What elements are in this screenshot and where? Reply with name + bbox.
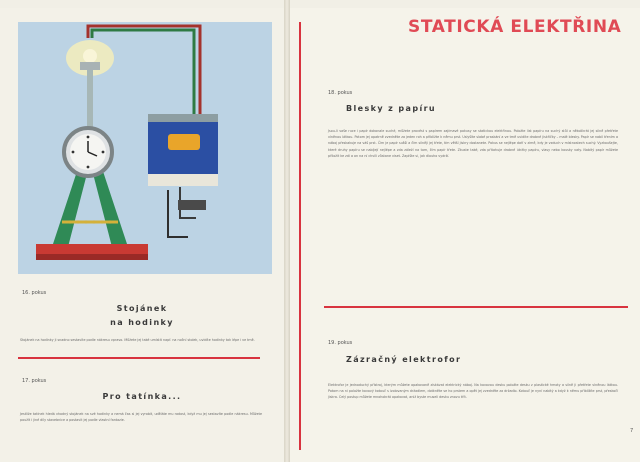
section-16-number: 16. pokus xyxy=(22,290,47,296)
page-number: 7 xyxy=(630,428,634,434)
section-17-number: 17. pokus xyxy=(22,378,47,384)
section-17-title: Pro tatínka... xyxy=(102,392,182,401)
clock-stand-illustration xyxy=(18,22,272,274)
right-margin-rule xyxy=(299,22,301,450)
section-16-title-line-1: Stojánek xyxy=(116,304,168,313)
book-gutter xyxy=(284,0,290,462)
section-19-number: 19. pokus xyxy=(328,340,353,346)
section-16-text: Stojánek na hodinky ji snadno sestavíte podle nákresu vpravo. Můžete jej také umístit např. na noční stolek, uvidíte hodinky tak lépe i ve tmě. xyxy=(20,338,255,342)
section-divider-right xyxy=(324,306,628,308)
section-18-title: Blesky z papíru xyxy=(346,104,437,113)
page-title: STATICKÁ ELEKTŘINA xyxy=(408,17,622,37)
section-18-number: 18. pokus xyxy=(328,90,353,96)
section-16-title-line-2: na hodinky xyxy=(110,318,174,327)
section-19-text: Elektrofor je jednoduchý přístroj, kterým můžete opakovaně získávat elektrický náboj. Na kovovou desku položte desku z plastické hmoty a silně ji přetřete vlněnou látkou. Potom na ni položte kovový kotouč s izolovaným držadlem, dotkněte se ho prstem a opět jej zvedněte za držadlo. Kotouč je nyní nabitý a když k němu přiblížíte prst, přeskočí jiskra. Celý postup můžete mnohokrát opakovat, aniž byste museli desku znovu třít. xyxy=(328,383,618,400)
section-17-text: Jestliže tatínek hledá vhodný stojánek na své hodinky a nemá čas si jej vyrobit, uděláte mu radost, když mu jej sestavíte podle nákresu. Můžete použít i jiné díly stavebnice a postavit jej podle vlastní fantazie. xyxy=(20,412,262,422)
section-19-title: Zázračný elektrofor xyxy=(346,355,462,364)
section-divider-left xyxy=(18,357,260,359)
section-18-text: Jsou-li vaše ruce i papír dokonale suché, můžete provést s papírem zajímavé pokusy se statickou elektřinou. Položte list papíru na suchý stůl a několikrát jej silně přetřete vlněnou látkou. Potom jej opatrně zvedněte za jeden roh a přibližte k němu prst. Uslyšíte slabé praskání a ve tmě uvidíte drobné jiskřičky – malé blesky. Papír se nabil třením a náboj přeskakuje na váš prst. Čím je papír sušší a čím silněji jej třete, tím větší jiskry dostanete. Pokus se nejlépe daří v zimě, kdy je vzduch v místnostech suchý. Vyzkoušejte, které druhy papíru se nabíjejí nejlépe a zda záleží na tom, čím papír třete. Zkuste také, zda přitahuje drobné útržky papíru, vlasy nebo kousky vaty. Nabitý papír můžete přiložit ke zdi a on na ní chvíli zůstane viset. Zapište si, jak dlouho vydrží. xyxy=(328,129,618,158)
